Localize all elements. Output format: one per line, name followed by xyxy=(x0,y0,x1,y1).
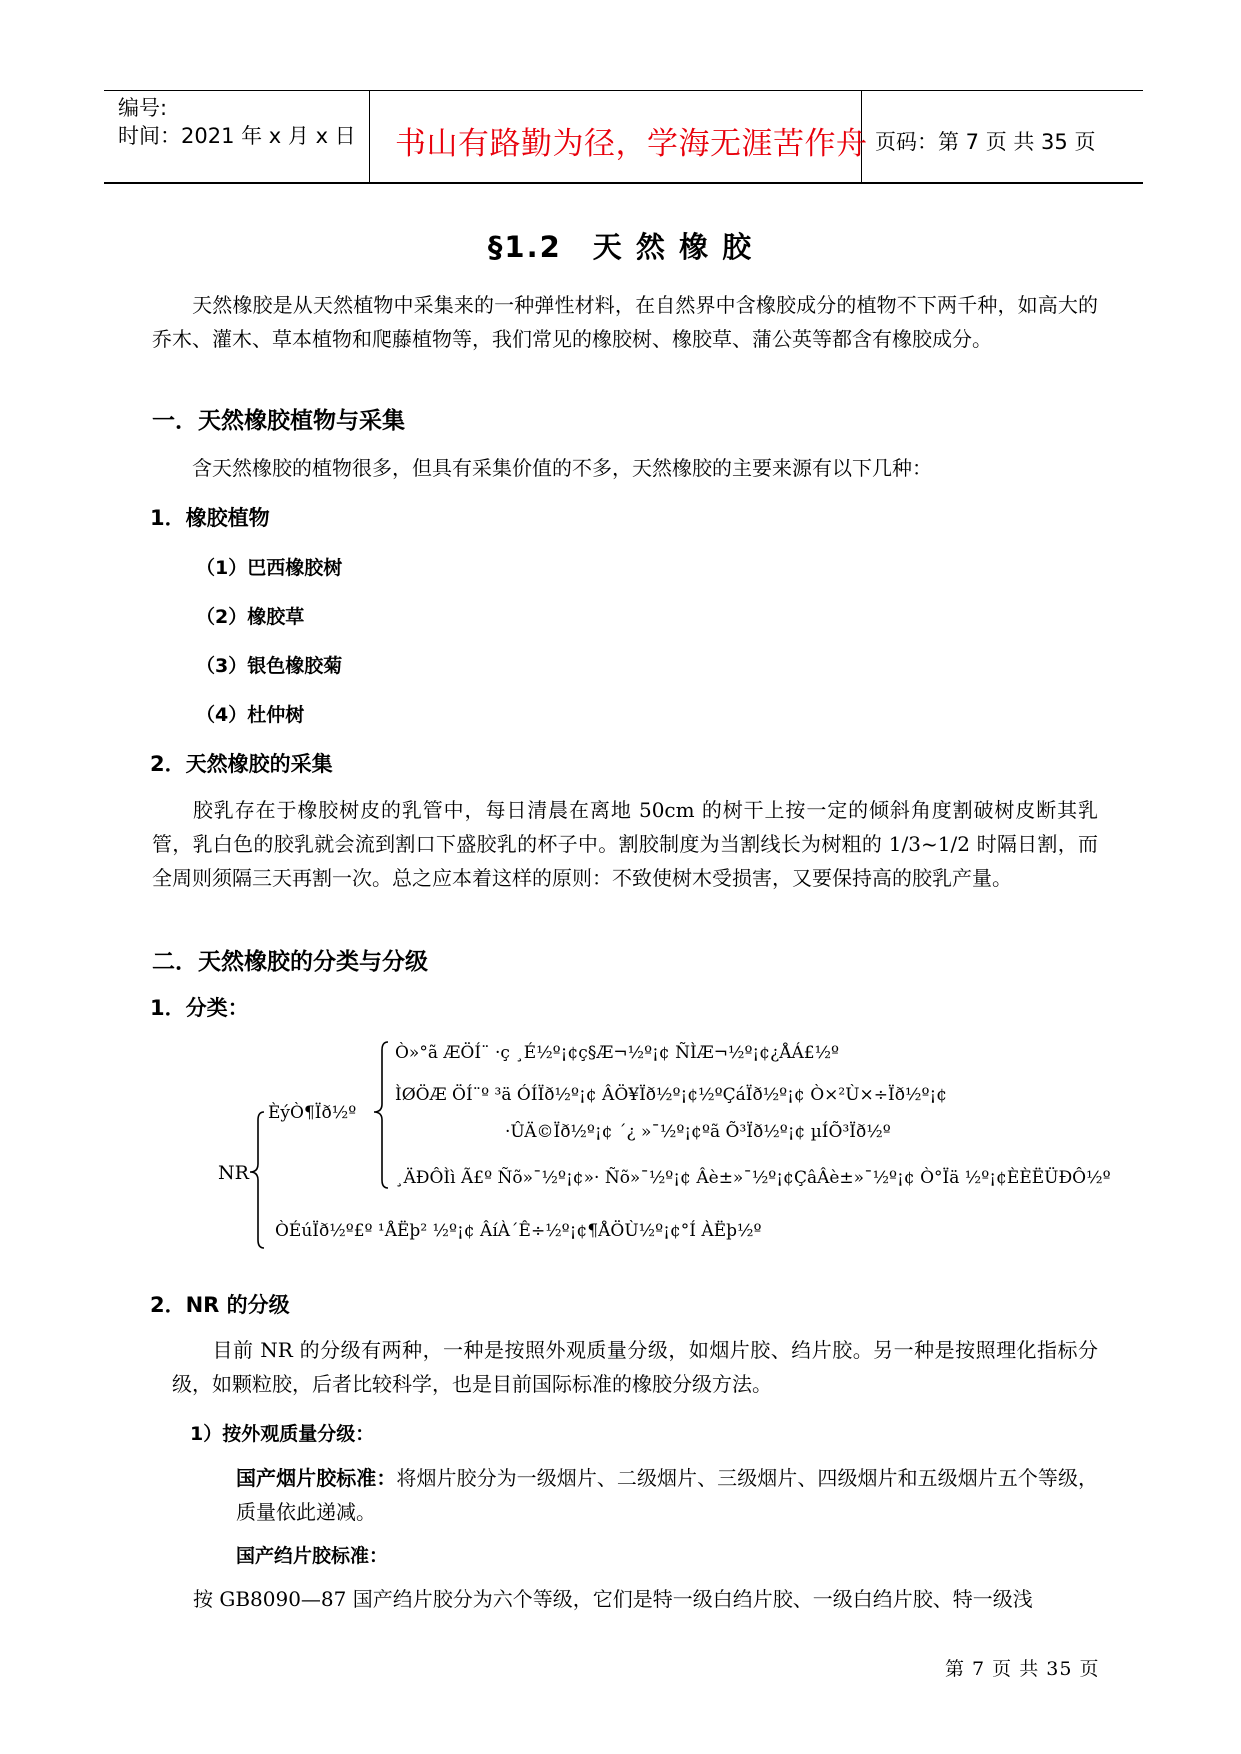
intro-paragraph: 天然橡胶是从天然植物中采集来的一种弹性材料，在自然界中含橡胶成分的植物不下两千种，如高大的乔木、灌木、草本植物和爬藤植物等，我们常见的橡胶树、橡胶草、蒲公英等都含有橡胶成分。 xyxy=(152,293,1098,351)
appearance-grading-heading: 1）按外观质量分级： xyxy=(190,1423,375,1445)
crepe-standard-paragraph: 按 GB8090—87 国产绉片胶分为六个等级，它们是特一级白绉片胶、一级白绉片胶、特一级浅 xyxy=(193,1587,1033,1611)
document-number-label: 编号: xyxy=(118,96,168,120)
plant-list-item: （2）橡胶草 xyxy=(196,606,305,628)
tree-branch-a-item: Ò»°ã ÆÖÍ¨ ·ç ¸É½º¡¢ç§Æ¬½º¡¢ ÑÌÆ¬½º¡¢¿ÅÁ£½º xyxy=(395,1043,840,1063)
grading-paragraph: 目前 NR 的分级有两种，一种是按照外观质量分级，如烟片胶、绉片胶。另一种是按照理化指标分级，如颗粒胶，后者比较科学，也是目前国际标准的橡胶分级方法。 xyxy=(172,1338,1098,1396)
latex-collection-paragraph: 胶乳存在于橡胶树皮的乳管中，每日清晨在离地 50cm 的树干上按一定的倾斜角度割破树皮断其乳管，乳白色的胶乳就会流到割口下盛胶乳的杯子中。割胶制度为当割线长为树粗的 1/3~1/2 时隔日割，而全周则须隔三天再割一次。总之应本着这样的原则：不致使树木受损害，又要保持高的胶乳产量。 xyxy=(152,798,1098,890)
tree-branch-a-item: ¸ÄÐÔÌì Ã£º Ñõ»¯½º¡¢»· Ñõ»¯½º¡¢ Âè±»¯½º¡¢ÇâÂè±»¯½º¡¢ Ò°Ïä ½º¡¢ÈÈËÜÐÔ½º xyxy=(395,1168,1111,1188)
plant-list-item: （1）巴西橡胶树 xyxy=(196,557,343,579)
tree-branch-a-item: ÌØÖÆ ÖÍ¨º ³ä ÓÍÏð½º¡¢ ÂÖ¥Ïð½º¡¢½ºÇáÏð½º¡¢ Ò×²Ù×÷Ïð½º¡¢ xyxy=(395,1085,948,1105)
tree-branch-a: ÈýÒ¶Ïð½º xyxy=(268,1103,357,1123)
page-title: §1.2 天 然 橡 胶 xyxy=(487,230,754,264)
section-1-heading: 一．天然橡胶植物与采集 xyxy=(152,408,405,434)
section-2-heading: 二．天然橡胶的分类与分级 xyxy=(152,949,428,975)
plant-list-item: （3）银色橡胶菊 xyxy=(196,655,343,677)
subsection-2-2-heading: 2．NR 的分级 xyxy=(150,1293,290,1317)
smoked-sheet-standard-label: 国产烟片胶标准： xyxy=(236,1466,397,1490)
section-1-paragraph: 含天然橡胶的植物很多，但具有采集价值的不多，天然橡胶的主要来源有以下几种： xyxy=(192,456,932,480)
header-motto: 书山有路勤为径，学海无涯苦作舟 xyxy=(395,126,868,162)
subsection-2-1-heading: 1．分类： xyxy=(150,996,249,1020)
smoked-sheet-standard: 国产烟片胶标准：将烟片胶分为一级烟片、二级烟片、三级烟片、四级烟片和五级烟片五个等级，质量依此递减。 xyxy=(236,1466,1099,1524)
header-divider-left xyxy=(369,90,370,183)
plant-list-item: （4）杜仲树 xyxy=(196,704,305,726)
outer-brace xyxy=(250,1112,264,1248)
tree-branch-b: ÒÉúÏð½º£º ¹ÅËþ² ½º¡¢ ÂíÀ´Ê÷½º¡¢¶ÅÖÙ½º¡¢°Í ÀËþ½º xyxy=(275,1221,762,1241)
subsection-1-1-heading: 1．橡胶植物 xyxy=(150,506,270,530)
page-footer: 第 7 页 共 35 页 xyxy=(945,1658,1100,1680)
document-time: 时间：2021 年 x 月 x 日 xyxy=(118,124,356,148)
tree-root-label: NR xyxy=(218,1162,249,1184)
header-bottom-rule xyxy=(104,182,1143,184)
subsection-1-2-heading: 2．天然橡胶的采集 xyxy=(150,752,333,776)
header-top-rule xyxy=(104,90,1143,91)
header-page-code: 页码：第 7 页 共 35 页 xyxy=(875,130,1096,154)
inner-brace xyxy=(374,1042,388,1188)
crepe-standard-label: 国产绉片胶标准： xyxy=(236,1545,389,1567)
tree-branch-a-item: ·ÛÄ©Ïð½º¡¢ ´¿ »¯½º¡¢ºã Õ³Ïð½º¡¢ µÍÕ³Ïð½º xyxy=(505,1122,891,1142)
